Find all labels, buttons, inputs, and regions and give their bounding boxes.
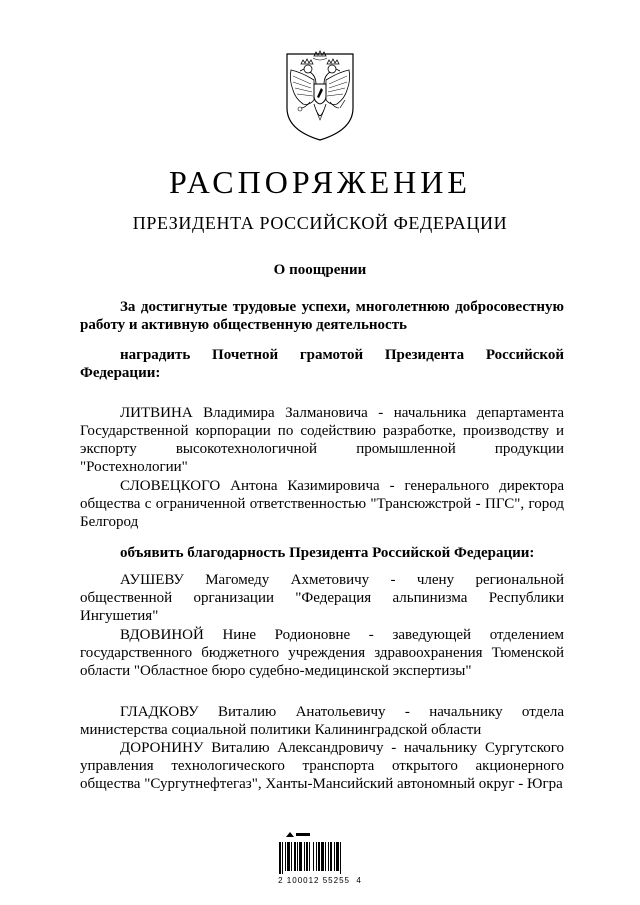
preamble: За достигнутые трудовые успехи, многолетнюю добросовестную работу и активную общественную деятельность xyxy=(80,299,564,333)
thanks-item: ГЛАДКОВУ Виталию Анатольевичу - начальнику отдела министерства социальной политики Калининградской области xyxy=(80,704,564,738)
barcode-number: 2 100012 55255 4 xyxy=(278,876,362,885)
printer-mark-icon xyxy=(284,829,314,839)
thanks-item: АУШЕВУ Магомеду Ахметовичу - члену региональной общественной организации "Федерация альпинизма Республики Ингушетия" xyxy=(80,572,564,624)
award-item: ЛИТВИНА Владимира Залмановича - начальника департамента Государственной корпорации по содействию разработке, производству и экспорту высокотехнологичной промышленной продукции "Ростехнологии" xyxy=(80,405,564,475)
coat-of-arms-icon xyxy=(283,50,357,142)
award-item: СЛОВЕЦКОГО Антона Казимировича - генерального директора общества с ограниченной ответственностью "Трансюжстрой - ПГС", город Белгород xyxy=(80,478,564,530)
barcode-icon xyxy=(278,842,362,874)
award-heading: наградить Почетной грамотой Президента Российской Федерации: xyxy=(80,347,564,381)
document-heading: О поощрении xyxy=(273,262,367,278)
thanks-item: ДОРОНИНУ Виталию Александровичу - начальнику Сургутского управления технологического транспорта открытого акционерного общества "Сургутнефтегаз", Ханты-Мансийский автономный округ - Югра xyxy=(80,740,564,792)
document-subtitle: ПРЕЗИДЕНТА РОССИЙСКОЙ ФЕДЕРАЦИИ xyxy=(132,213,508,233)
thanks-item: ВДОВИНОЙ Нине Родионовне - заведующей отделением государственного бюджетного учреждения здравоохранения Тюменской области "Областное бюро судебно-медицинской экспертизы" xyxy=(80,627,564,679)
document-title: РАСПОРЯЖЕНИЕ xyxy=(169,164,471,200)
thanks-heading: объявить благодарность Президента Российской Федерации: xyxy=(120,545,535,561)
